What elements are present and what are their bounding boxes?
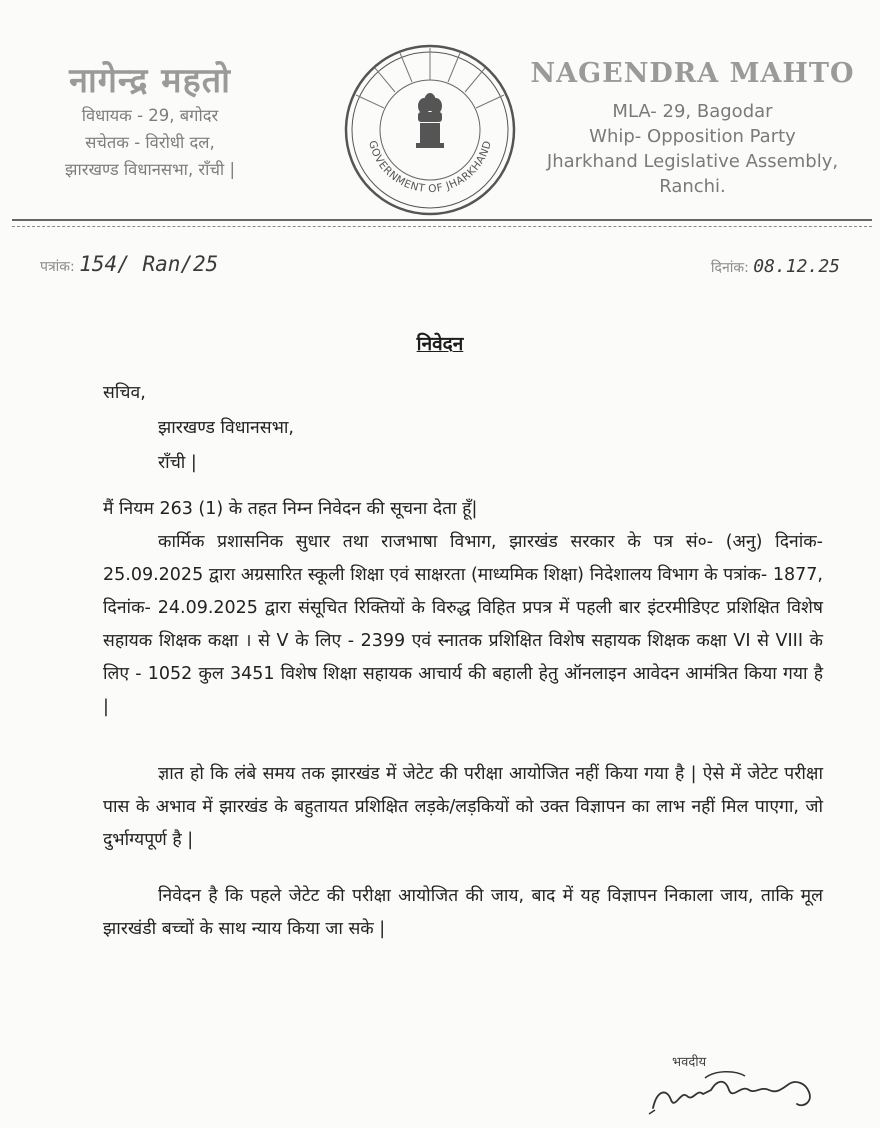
letterhead-hindi-line: सचेतक - विरोधी दल,	[85, 133, 215, 152]
closing-text: भवदीय	[672, 1055, 707, 1070]
addressee-line: राँची |	[158, 453, 197, 473]
letter-date	[711, 256, 840, 277]
signature-icon	[645, 1060, 825, 1120]
body-paragraph: कार्मिक प्रशासनिक सुधार तथा राजभाषा विभाग, झारखंड सरकार के पत्र सं०- (अनु) दिनांक- 25.09.2025 द्वारा अग्रसारित स्कूली शिक्षा एवं साक्षरता (माध्यमिक शिक्षा) निदेशालय विभाग के पत्रांक- 1877, दिनांक- 24.09.2025 द्वारा संसूचित रिक्तियों के विरुद्ध विहित प्रपत्र में पहली बार इंटरमीडिएट प्रशिक्षित विशेष सहायक शिक्षक कक्षा । से V के लिए - 2399 एवं स्नातक प्रशिक्षित विशेष सहायक शिक्षक कक्षा VI से VIII के लिए - 1052 कुल 3451 विशेष शिक्षा सहायक आचार्य की बहाली हेतु ऑनलाइन आवेदन आमंत्रित किया गया है |	[103, 532, 823, 717]
letterhead-english	[520, 58, 865, 199]
addressee-line: सचिव,	[103, 383, 146, 403]
reference-value: 154/ Ran/25	[79, 252, 219, 276]
letterhead-hindi-name: नागेन्द्र महतो	[69, 61, 231, 101]
date-value: 08.12.25	[753, 256, 840, 277]
letterhead-english-name: NAGENDRA MAHTO	[530, 58, 855, 89]
letterhead-hindi-line: झारखण्ड विधानसभा, राँची |	[64, 160, 236, 179]
addressee-line: झारखण्ड विधानसभा,	[158, 418, 294, 438]
letterhead-hindi	[30, 56, 270, 183]
letter-title: निवेदन	[416, 333, 464, 355]
body-paragraph: ज्ञात हो कि लंबे समय तक झारखंड में जेटेट की परीक्षा आयोजित नहीं किया गया है | ऐसे में जेटेट परीक्षा पास के अभाव में झारखंड के बहुतायत प्रशिक्षित लड़के/लड़कियों को उक्त विज्ञापन का लाभ नहीं मिल पाएगा, जो दुर्भाग्यपूर्ण है |	[103, 764, 823, 850]
letterhead-english-line: MLA- 29, Bagodar	[612, 101, 773, 122]
letterhead-english-line: Jharkhand Legislative Assembly,	[546, 151, 839, 172]
reference-label: पत्रांक:	[40, 259, 75, 275]
body-paragraph: मैं नियम 263 (1) के तहत निम्न निवेदन की सूचना देता हूँ|	[103, 499, 478, 519]
seal-text: GOVERNMENT OF JHARKHAND	[366, 139, 494, 196]
letterhead-english-line: Ranchi.	[659, 176, 726, 197]
letterhead-divider-dashed	[12, 226, 872, 227]
letterhead-english-line: Whip- Opposition Party	[589, 126, 796, 147]
body-paragraph: निवेदन है कि पहले जेटेट की परीक्षा आयोजित की जाय, बाद में यह विज्ञापन निकाला जाय, ताकि मूल झारखंडी बच्चों के साथ न्याय किया जा सके |	[103, 886, 823, 939]
government-seal-icon	[340, 40, 520, 220]
letterhead-hindi-line: विधायक - 29, बगोदर	[81, 106, 219, 125]
date-label: दिनांक:	[710, 260, 749, 276]
letterhead-divider	[12, 219, 872, 221]
reference-number	[40, 252, 218, 276]
